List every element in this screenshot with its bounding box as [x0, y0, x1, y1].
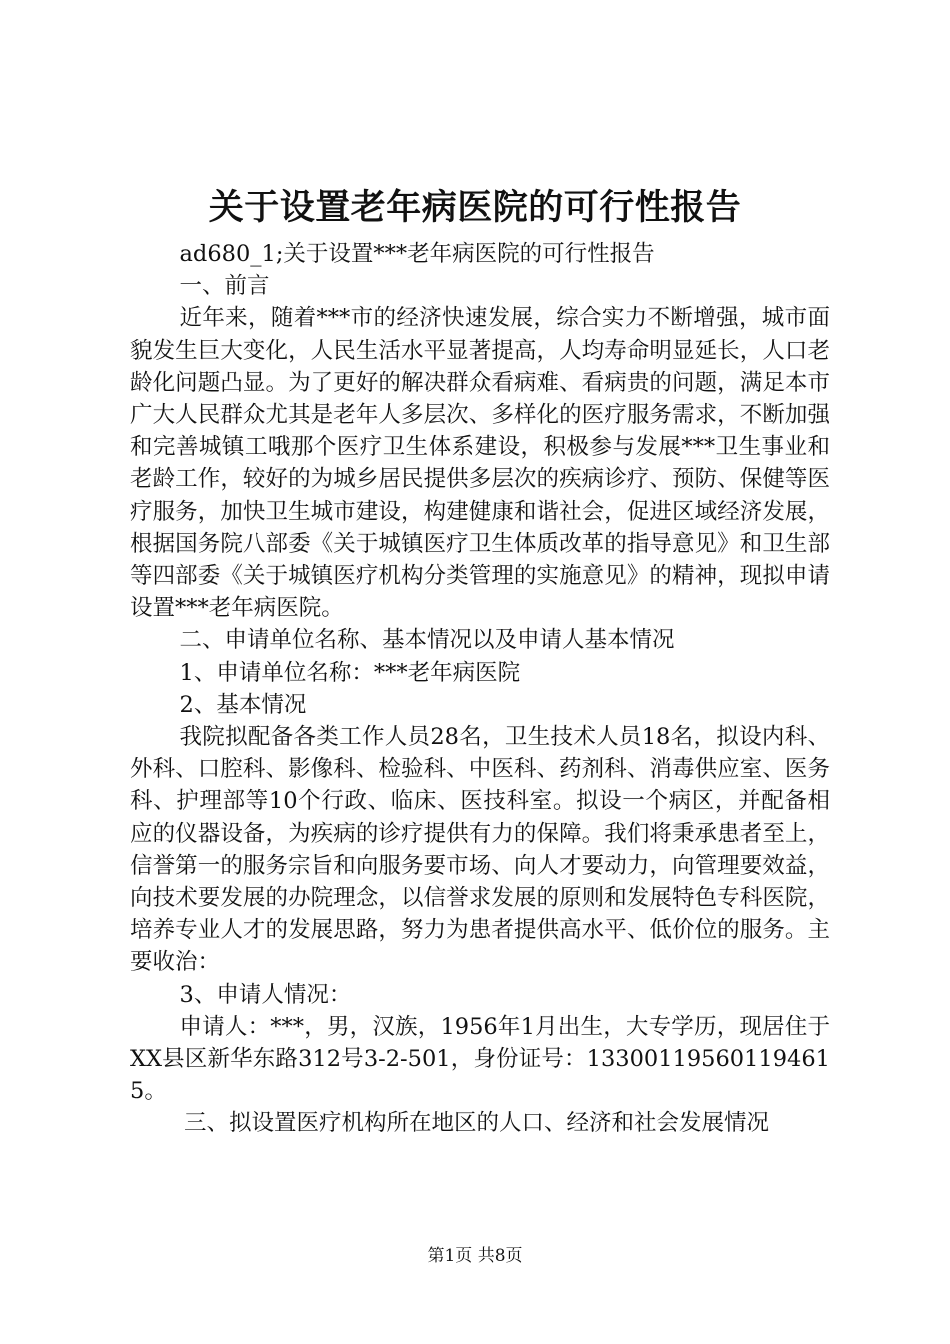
document-title: 关于设置老年病医院的可行性报告: [208, 187, 742, 228]
item-applicant-info: 3、申请人情况：: [179, 981, 352, 1008]
paragraph-preface-body: 近年来，随着***市的经济快速发展，综合实力不断增强，城市面貌发生巨大变化，人民生活水平显著提高，人均寿命明显延长，人口老龄化问题凸显。为了更好的解决群众看病难、看病贵的问题，满足本市广大人民群众尤其是老年人多层次、多样化的医疗服务需求，不断加强和完善城镇工哦那个医疗卫生体系建设，积极参与发展***卫生事业和老龄工作，较好的为城乡居民提供多层次的疾病诊疗、预防、保健等医疗服务，加快卫生城市建设，构建健康和谐社会，促进区域经济发展，根据国务院八部委《关于城镇医疗卫生体质改革的指导意见》和卫生部等四部委《关于城镇医疗机构分类管理的实施意见》的精神，现拟申请设置***老年病医院。: [130, 305, 830, 622]
paragraph-basic-info-body: 我院拟配备各类工作人员28名，卫生技术人员18名，拟设内科、外科、口腔科、影像科、检验科、中医科、药剂科、消毒供应室、医务科、护理部等10个行政、临床、医技科室。拟设一个病区，并配备相应的仪器设备，为疾病的诊疗提供有力的保障。我们将秉承患者至上，信誉第一的服务宗旨和向服务要市场、向人才要动力，向管理要效益，向技术要发展的办院理念，以信誉求发展的原则和发展特色专科医院，培养专业人才的发展思路，努力为患者提供高水平、低价位的服务。主要收治：: [130, 724, 830, 976]
paragraph-applicant-body: 申请人：***，男，汉族，1956年1月出生，大专学历，现居住于XX县区新华东路312号3-2-501，身份证号：13300119560119461​5。: [130, 1013, 830, 1105]
section-heading-region: 三、拟设置医疗机构所在地区的人口、经济和社会发展情况: [184, 1110, 770, 1137]
document-body: [130, 238, 830, 1140]
section-heading-applicant: 二、申请单位名称、基本情况以及申请人基本情况: [179, 627, 675, 654]
item-unit-name: 1、申请单位名称：***老年病医院: [179, 659, 521, 686]
section-heading-preface: 一、前言: [179, 273, 270, 300]
paragraph-header-line: ad680_1;关于设置***老年病医院的可行性报告: [179, 241, 655, 267]
item-basic-info: 2、基本情况: [179, 691, 307, 718]
page-footer: 第1页 共8页: [427, 1246, 523, 1266]
